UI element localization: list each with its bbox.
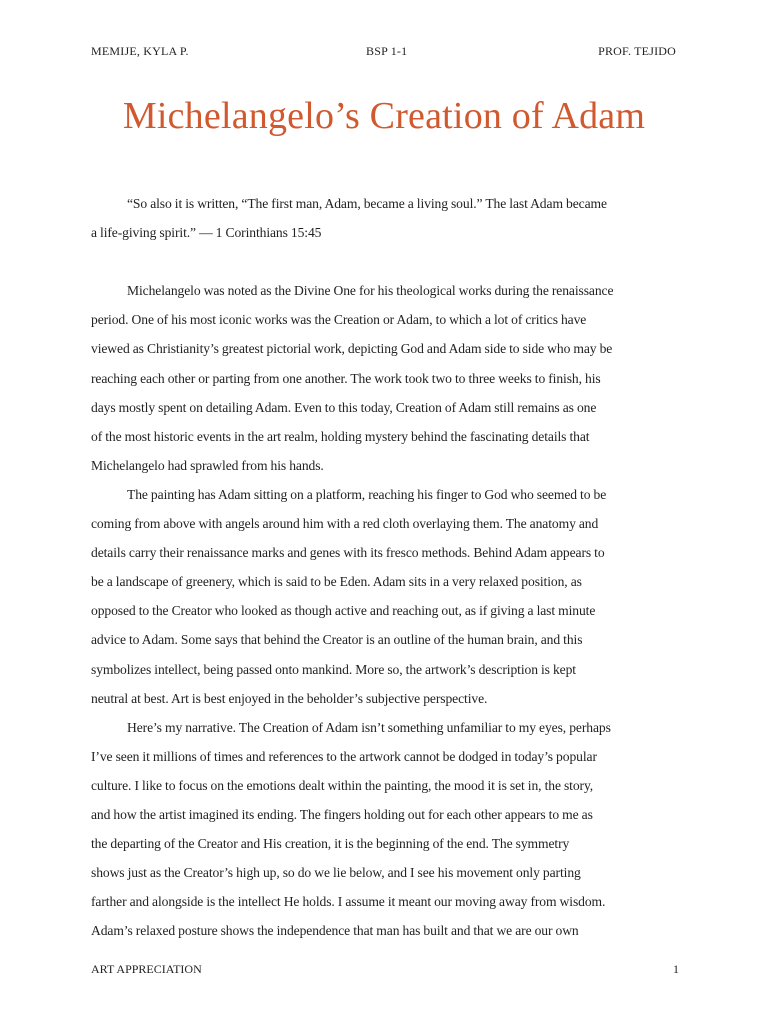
- footer-course: ART APPRECIATION: [91, 962, 202, 976]
- paragraph-gap: [91, 247, 681, 276]
- paragraph-3-line: culture. I like to focus on the emotions dealt within the painting, the mood it is set in, the story,: [91, 777, 594, 793]
- paragraph-2-line: symbolizes intellect, being passed onto mankind. More so, the artwork’s description is kept: [91, 661, 576, 677]
- paragraph-2-line: neutral at best. Art is best enjoyed in the beholder’s subjective perspective.: [91, 690, 488, 706]
- paragraph-2-line: details carry their renaissance marks and genes with its fresco methods. Behind Adam appears to: [91, 545, 605, 561]
- paragraph-3-line: the departing of the Creator and His creation, it is the beginning of the end. The symmetry: [91, 836, 570, 852]
- paragraph-1-line: viewed as Christianity’s greatest pictorial work, depicting God and Adam side to side who may be: [91, 341, 613, 357]
- quote-line: “So also it is written, “The first man, Adam, became a living soul.” The last Adam became: [127, 196, 607, 211]
- paragraph-2-line: advice to Adam. Some says that behind the Creator is an outline of the human brain, and this: [91, 632, 583, 648]
- paragraph-3-line: I’ve seen it millions of times and references to the artwork cannot be dodged in today’s popular: [91, 748, 597, 764]
- paragraph-1-line: period. One of his most iconic works was the Creation or Adam, to which a lot of critics have: [91, 312, 587, 328]
- document-body: [91, 189, 681, 945]
- paragraph-2-line: be a landscape of greenery, which is said to be Eden. Adam sits in a very relaxed position, as: [91, 574, 582, 590]
- paragraph-3-line: shows just as the Creator’s high up, so do we lie below, and I see his movement only parting: [91, 865, 581, 881]
- quote-line: a life-giving spirit.” — 1 Corinthians 15:45: [91, 225, 322, 241]
- paragraph-1-line: of the most historic events in the art realm, holding mystery behind the fascinating details that: [91, 428, 590, 444]
- paragraph-2-line: opposed to the Creator who looked as though active and reaching out, as if giving a last minute: [91, 603, 596, 619]
- page-number: 1: [673, 962, 679, 976]
- paragraph-3-line: Here’s my narrative. The Creation of Adam isn’t something unfamiliar to my eyes, perhaps: [127, 719, 611, 735]
- paragraph-1-line: days mostly spent on detailing Adam. Even to this today, Creation of Adam still remains as one: [91, 399, 597, 415]
- page-title: Michelangelo’s Creation of Adam: [122, 95, 646, 137]
- paragraph-3-line: Adam’s relaxed posture shows the independence that man has built and that we are our own: [91, 923, 579, 939]
- paragraph-3-line: and how the artist imagined its ending. The fingers holding out for each other appears to me as: [91, 806, 593, 822]
- header-section: BSP 1-1: [366, 44, 408, 58]
- paragraph-3-line: farther and alongside is the intellect He holds. I assume it meant our moving away from wisdom.: [91, 894, 606, 910]
- paragraph-1-line: Michelangelo was noted as the Divine One for his theological works during the renaissance: [127, 283, 614, 299]
- header-professor: PROF. TEJIDO: [598, 44, 676, 58]
- paragraph-2-line: The painting has Adam sitting on a platform, reaching his finger to God who seemed to be: [127, 486, 607, 502]
- paragraph-2-line: coming from above with angels around him with a red cloth overlaying them. The anatomy and: [91, 516, 599, 532]
- header-author: MEMIJE, KYLA P.: [91, 44, 189, 58]
- paragraph-1-line: reaching each other or parting from one another. The work took two to three weeks to finish, his: [91, 370, 601, 386]
- paragraph-1-line: Michelangelo had sprawled from his hands.: [91, 457, 324, 473]
